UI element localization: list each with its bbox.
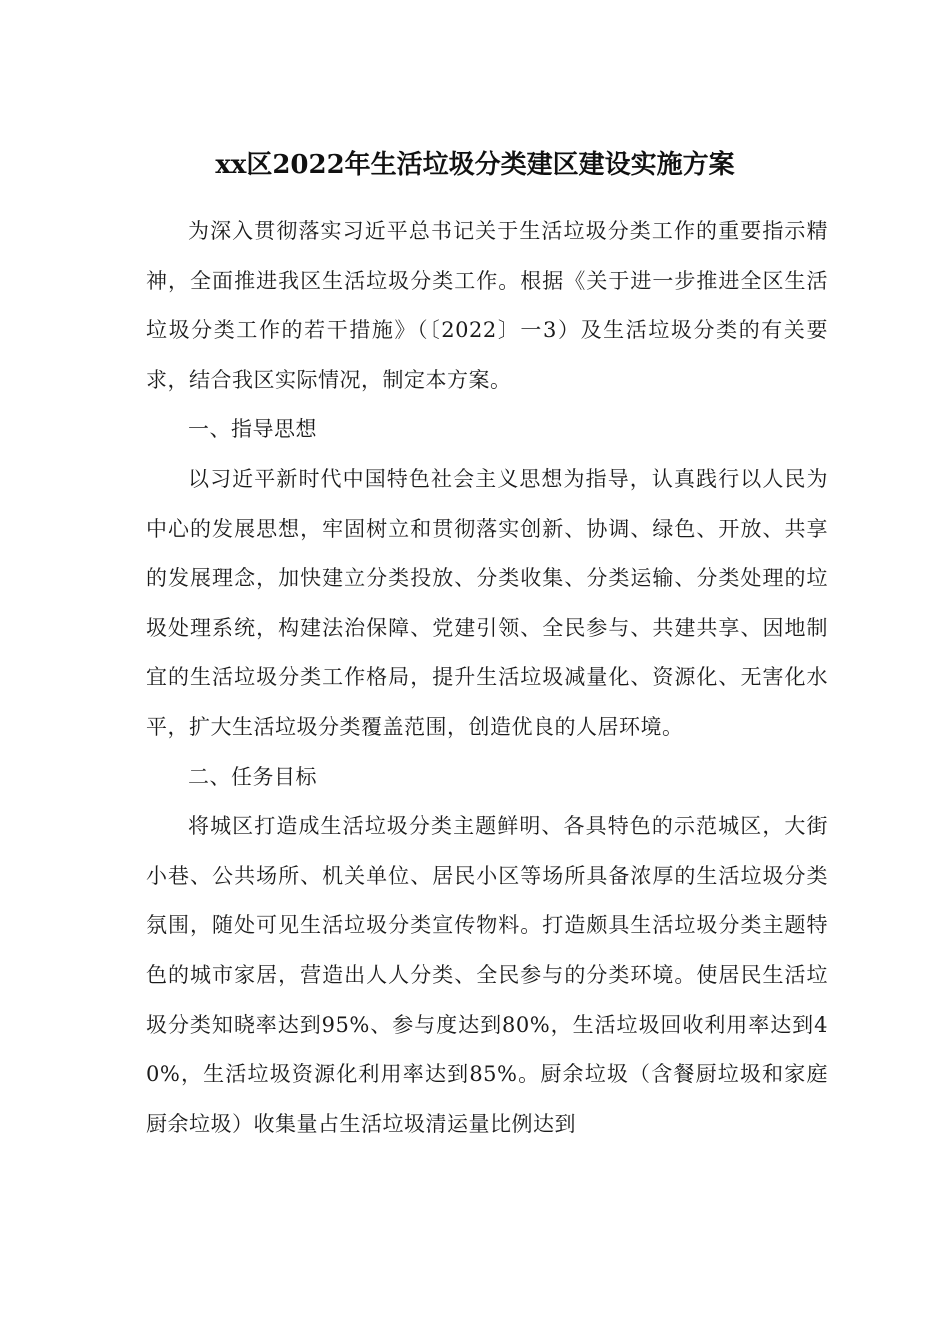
task-goals-paragraph: 将城区打造成生活垃圾分类主题鲜明、各具特色的示范城区，大街小巷、公共场所、机关单位、居民小区等场所具备浓厚的生活垃圾分类氛围，随处可见生活垃圾分类宣传物料。打造颇具生活垃圾分类主题特色的城市家居，营造出人人分类、全民参与的分类环境。使居民生活垃圾分类知晓率达到95%、参与度达到80%，生活垃圾回收利用率达到40%，生活垃圾资源化利用率达到85%。厨余垃圾（含餐厨垃圾和家庭厨余垃圾）收集量占生活垃圾清运量比例达到 — [146, 814, 828, 1136]
section-heading-guiding-ideology: 一、指导思想 — [188, 417, 317, 442]
document-body — [146, 207, 828, 1149]
intro-paragraph: 为深入贯彻落实习近平总书记关于生活垃圾分类工作的重要指示精神，全面推进我区生活垃圾分类工作。根据《关于进一步推进全区生活垃圾分类工作的若干措施》（〔2022〕一3）及生活垃圾分类的有关要求，结合我区实际情况，制定本方案。 — [146, 219, 828, 392]
guiding-ideology-paragraph: 以习近平新时代中国特色社会主义思想为指导，认真践行以人民为中心的发展思想，牢固树立和贯彻落实创新、协调、绿色、开放、共享的发展理念，加快建立分类投放、分类收集、分类运输、分类处理的垃圾处理系统，构建法治保障、党建引领、全民参与、共建共享、因地制宜的生活垃圾分类工作格局，提升生活垃圾减量化、资源化、无害化水平，扩大生活垃圾分类覆盖范围，创造优良的人居环境。 — [146, 466, 828, 739]
section-heading-task-goals: 二、任务目标 — [188, 764, 317, 789]
document-title: xx区2022年生活垃圾分类建区建设实施方案 — [215, 150, 735, 180]
